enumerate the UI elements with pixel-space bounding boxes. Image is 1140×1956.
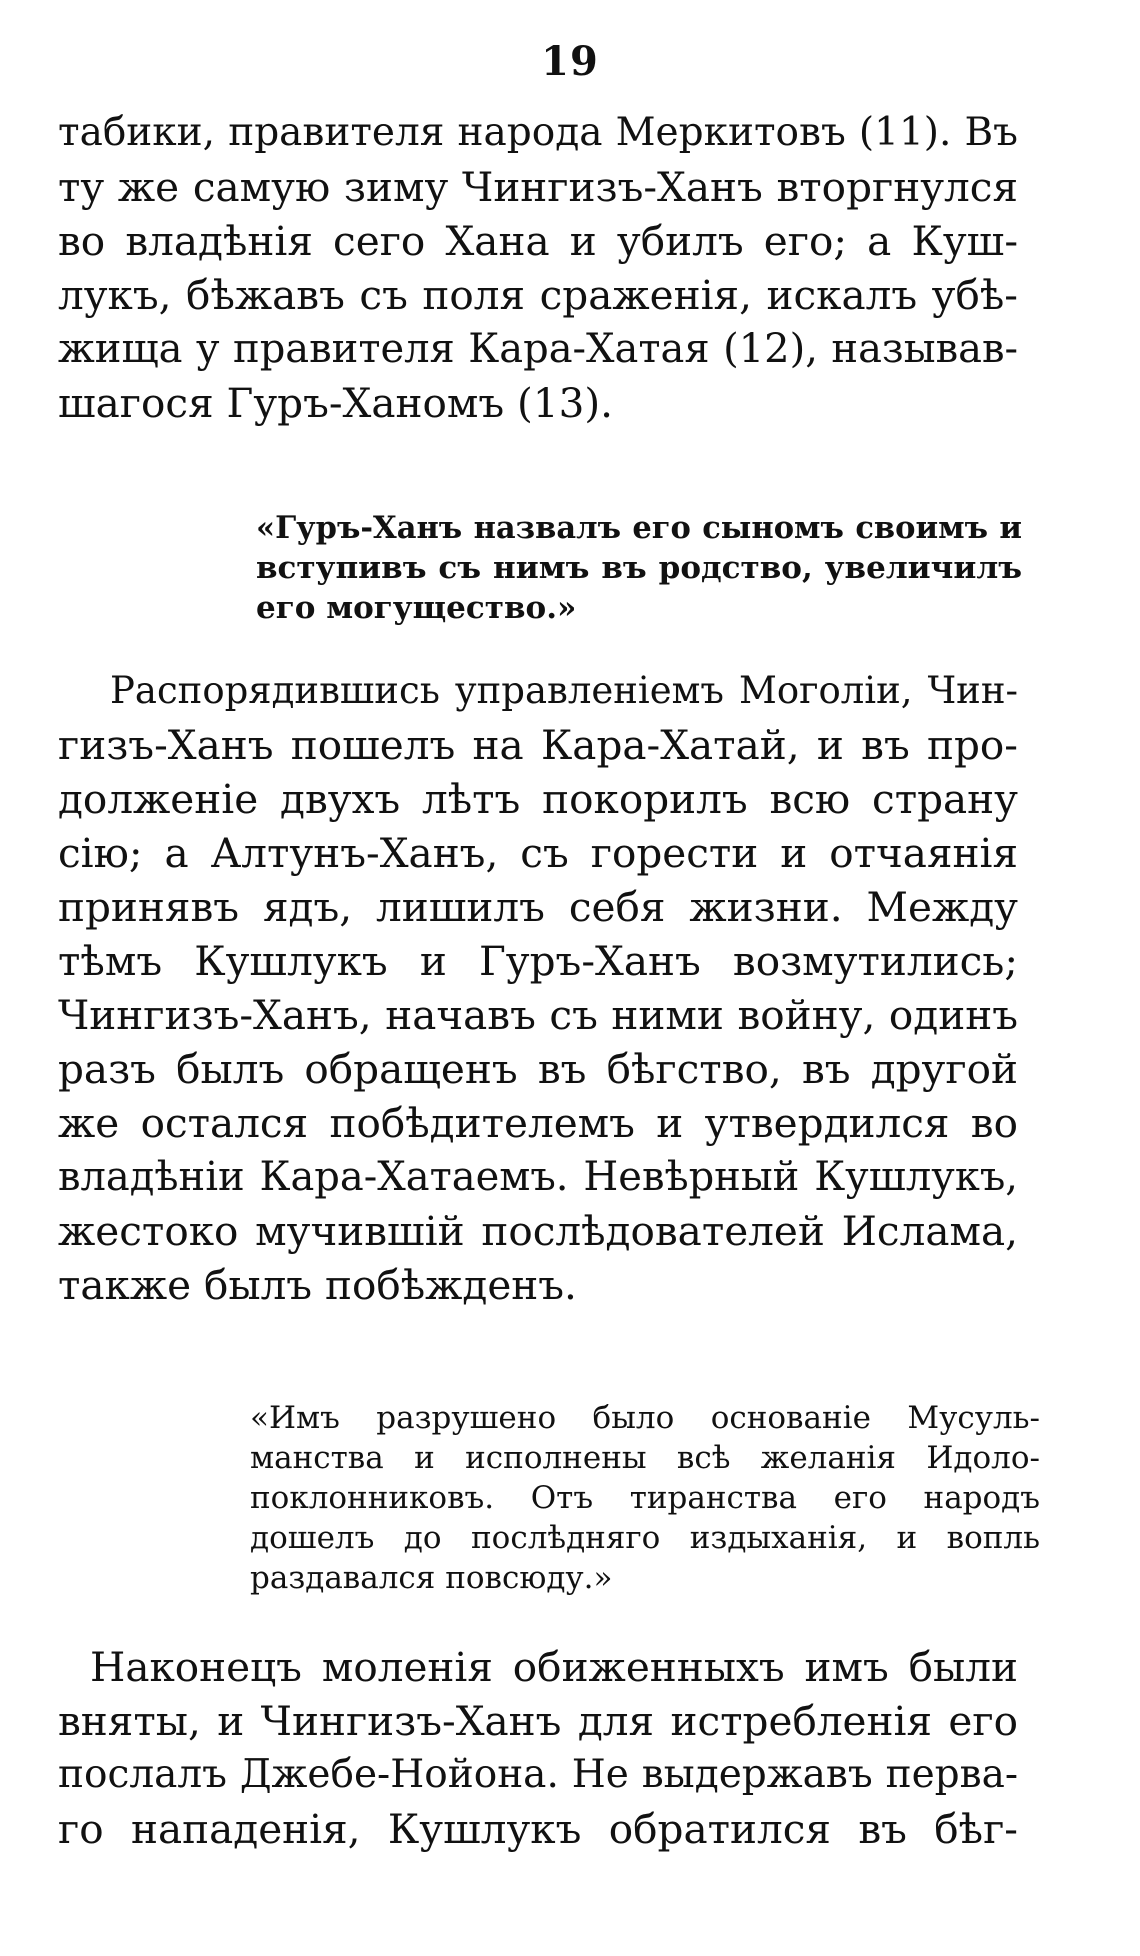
text-line: Распорядившись управленіемъ Моголіи, Чин- — [110, 669, 1018, 712]
text-line: послалъ Джебе-Нойона. Не выдержавъ перва- — [58, 1752, 1018, 1797]
text-line: табики, правителя народа Меркитовъ (11). Въ — [58, 110, 1018, 155]
text-line: же остался побѣдителемъ и утвердился во — [58, 1099, 1018, 1147]
quote-line: его могущество.» — [256, 590, 577, 626]
text-line: сію; а Алтунъ-Ханъ, съ горести и отчаянія — [58, 829, 1018, 877]
text-line: гизъ-Ханъ пошелъ на Кара-Хатай, и въ про- — [58, 721, 1018, 769]
quote-line: «Имъ разрушено было основаніе Мусуль- — [250, 1400, 1040, 1436]
quote-line: раздавался повсюду.» — [250, 1560, 613, 1596]
text-line: долженіе двухъ лѣтъ покорилъ всю страну — [58, 775, 1018, 823]
text-line: владѣніи Кара-Хатаемъ. Невѣрный Кушлукъ, — [58, 1154, 1018, 1200]
text-line: жестоко мучившій послѣдователей Ислама, — [58, 1207, 1018, 1255]
text-line: принявъ ядъ, лишилъ себя жизни. Между — [58, 883, 1018, 931]
page-number: 19 — [541, 38, 599, 85]
text-line: жища у правителя Кара-Хатая (12), называв- — [58, 326, 1018, 372]
text-line: Чингизъ-Ханъ, начавъ съ ними войну, одинъ — [58, 991, 1018, 1039]
quote-line: поклонниковъ. Отъ тиранства его народъ — [250, 1480, 1040, 1516]
text-line: шагося Гуръ-Ханомъ (13). — [58, 379, 614, 427]
text-line: разъ былъ обращенъ въ бѣгство, въ другой — [58, 1045, 1018, 1093]
quote-line: вступивъ съ нимъ въ родство, увеличилъ — [256, 550, 1022, 586]
quote-line: «Гуръ-Ханъ назвалъ его сыномъ своимъ и — [256, 510, 1022, 546]
quote-line: дошелъ до послѣдняго издыханія, и вопль — [250, 1520, 1040, 1556]
quote-line: манства и исполнены всѣ желанія Идоло- — [250, 1440, 1040, 1476]
text-line: во владѣнія сего Хана и убилъ его; а Куш- — [58, 217, 1018, 265]
text-line: го нападенія, Кушлукъ обратился въ бѣг- — [58, 1805, 1018, 1853]
text-line: Наконецъ моленія обиженныхъ имъ были — [90, 1643, 1018, 1691]
text-line: ту же самую зиму Чингизъ-Ханъ вторгнулся — [58, 163, 1018, 211]
text-line: тѣмъ Кушлукъ и Гуръ-Ханъ возмутились; — [58, 937, 1018, 985]
text-line: лукъ, бѣжавъ съ поля сраженія, искалъ убѣ- — [58, 271, 1018, 319]
text-line: также былъ побѣжденъ. — [58, 1261, 577, 1309]
text-line: вняты, и Чингизъ-Ханъ для истребленія его — [58, 1697, 1018, 1745]
